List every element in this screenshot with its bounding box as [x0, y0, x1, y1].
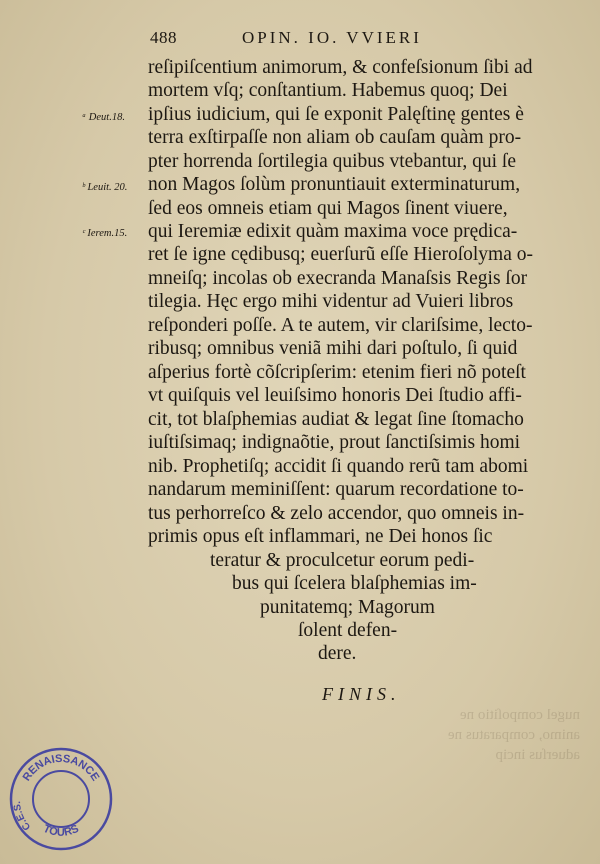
text-line: cit, tot blaſphemias audiat & legat ſine ſtomacho [148, 409, 524, 430]
text-line: reſipiſcentium animorum, & confeſsionum ſibi ad [148, 57, 533, 78]
text-line: iuſtiſsimaq; indignaõtie, prout ſanctiſsimis homi [148, 432, 521, 453]
text-line: dere. [318, 643, 357, 664]
page-number: 488 [150, 28, 177, 47]
text-line: ſolent defen- [298, 620, 398, 641]
text-line: reſponderi poſſe. A te autem, vir clariſsime, lecto- [148, 315, 533, 336]
text-line: aſperius fortè cõſcripſerim: etenim fieri nõ poteſt [148, 362, 526, 383]
show-through-text: nugel compoſitio ne animo, comparatus ne aduerſus incip [447, 707, 580, 763]
text-line: terra exſtirpaſſe non aliam ob cauſam quàm pro- [148, 127, 522, 148]
text-line: pter horrenda ſortilegia quibus vtebantur, qui ſe [148, 151, 516, 172]
page-header [150, 28, 570, 52]
svg-text:C.E.S. [12, 801, 33, 833]
running-head: OPIN. IO. VVIERI [242, 28, 422, 47]
text-line: nib. Prophetiſq; accidit ſi quando rerũ tam abomi [148, 456, 529, 477]
text-line: punitatemq; Magorum [260, 597, 435, 618]
text-line: mortem vſq; conſtantium. Habemus quoq; Dei [148, 80, 508, 101]
stamp-bottom-text: TOURS [41, 822, 81, 839]
stamp-top-text: RENAISSANCE [20, 752, 102, 784]
svg-text:TOURS [41, 823, 80, 839]
marginal-note: ᶜ Ierem.15. [82, 228, 128, 239]
finis-label: FINIS. [322, 684, 401, 704]
text-line: ret ſe igne cędibusq; euerſurũ eſſe Hieroſolyma o- [148, 244, 533, 265]
text-line: primis opus eſt inflammari, ne Dei honos ſic [148, 526, 493, 547]
marginal-note: ᵇ Leuit. 20. [82, 182, 128, 193]
text-line: non Magos ſolùm pronuntiauit exterminaturum, [148, 174, 521, 195]
marginal-note: ᵃ Deut.18. [82, 112, 125, 123]
text-line: vt quiſquis vel leuiſsimo honoris Dei ſtudio affi- [148, 385, 522, 406]
text-line: tus perhorreſco & zelo accendor, quo omneis in- [148, 503, 525, 524]
text-line: mneiſq; incolas ob execranda Manaſsis Regis ſor [148, 268, 528, 289]
text-line: tilegia. Hęc ergo mihi videntur ad Vuieri libros [148, 291, 514, 312]
text-line: teratur & proculcetur eorum pedi- [210, 550, 475, 571]
stamp-left-text: C.E.S. [12, 800, 34, 833]
text-line: nandarum meminiſſent: quarum recordatione to- [148, 479, 524, 500]
library-stamp [6, 744, 116, 854]
text-line: qui Ieremiæ edixit quàm maxima voce prędica- [148, 221, 518, 242]
text-line: bus qui ſcelera blaſphemias im- [232, 573, 477, 594]
text-line: ribusq; omnibus veniã mihi dari poſtulo, ſi quid [148, 338, 518, 359]
text-line: ſed eos omneis etiam qui Magos ſinent viuere, [148, 198, 508, 219]
text-line: ipſius iudicium, qui ſe exponit Palęſtinę gentes è [148, 104, 524, 125]
